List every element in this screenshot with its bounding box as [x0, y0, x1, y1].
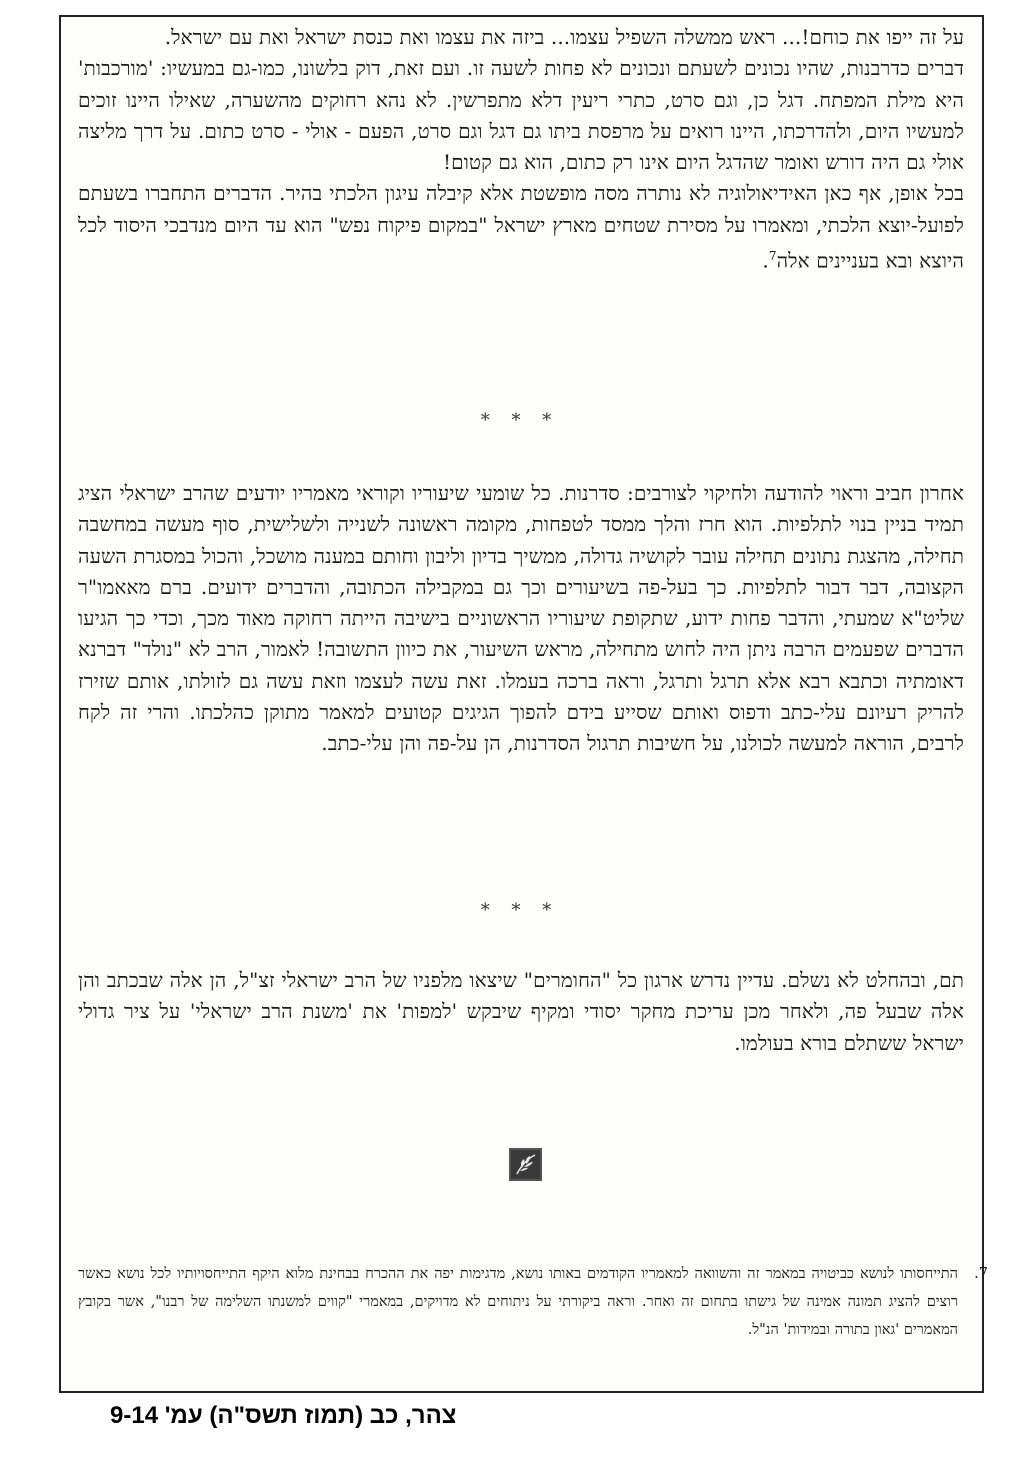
text-block-orderliness [78, 478, 964, 760]
footnote-reference[interactable]: 7 [768, 249, 777, 264]
paragraph-halacha [78, 178, 964, 277]
footnote [78, 1260, 988, 1344]
source-caption: צהר, כב (תמוז תשס"ה) עמ' 9-14 [110, 1402, 457, 1429]
leaf-ornament-graphic [511, 1150, 540, 1179]
footnote-text: התייחסותו לנושא כביטויה במאמר זה והשוואה למאמריו הקודמים באותו נושא, מדגימות יפה את ההכרח בבחינת מלוא היקף התייחסויותיו לכל נושא כאשר רוצים להציג תמונה אמינה של גישתו בתחום זה ואחר. וראה ביקורתי על ניתוחים לא מדויקים, במאמרי "קווים למשנתו השלימה של רבנו", אשר בקובץ המאמרים 'גאון בתורה ובמידות' הנ"ל. [78, 1266, 958, 1338]
footnote-marker: 7. [974, 1266, 988, 1282]
leaf-ornament-icon [509, 1148, 542, 1181]
section-separator: * * * [480, 900, 560, 921]
paragraph-flag: דברים כדרבנות, שהיו נכונים לשעתם ונכונים לא פחות לשעה זו. ועם זאת, דוק בלשונו, כמו-גם במעשיו: 'מורכבות' היא מילת המפתח. דגל כן, וגם סרט, כתרי ריעין דלא מתפרשין. לא נהא רחוקים מהשערה, שאילו היינו זוכים למעשיו היום, ולהדרכתו, היינו רואים על מרפסת ביתו גם דגל וגם סרט, הפעם - אולי - סרט כתום. על דרך מליצה אולי גם היה דורש ואומר שהדגל היום אינו רק כתום, הוא גם קטום! [78, 56, 964, 175]
paragraph-halacha-text: בכל אופן, אף כאן האידיאולוגיה לא נותרה מסה מופשטת אלא קיבלה עיגון הלכתי בהיר. הדברים התחברו בשעתם לפועל-יוצא הלכתי, ומאמרו על מסירת שטחים מארץ ישראל "במקום פיקוח נפש" הוא עד היום מנדבכי היסוד לכל היוצא ובא בעניינים אלה [78, 181, 964, 273]
paragraph-closing: תם, ובהחלט לא נשלם. עדיין נדרש ארגון כל "החומרים" שיצאו מלפניו של הרב ישראלי זצ"ל, הן אלה שבכתב והן אלה שבעל פה, ולאחר מכן עריכת מחקר יסודי ומקיף שיבקש 'למפות' את 'משנת הרב ישראלי' על ציר גדולי ישראל ששתלם בורא בעולמו. [78, 968, 964, 1055]
paragraph-orderliness: אחרון חביב וראוי להודעה ולחיקוי לצורבים: סדרנות. כל שומעי שיעוריו וקוראי מאמריו יודעים שהרב ישראלי הציג תמיד בניין בנוי לתלפיות. הוא חרז והלך ממסד לטפחות, מקומה ראשונה לשנייה ולשלישית, סוף מעשה במחשבה תחילה, מהצגת נתונים תחילה עובר לקושיה גדולה, ממשיך בדיון וליבון וחותם במענה מושכל, והכול במסגרת השעה הקצובה, דבר דבור לתלפיות. כך בעל-פה בשיעורים וכך גם במקבילה הכתובה, והדברים ידועים. ברם מאאמו"ר שליט"א שמעתי, והדבר פחות ידוע, שתקופת שיעוריו הראשוניים בישיבה הייתה רחוקה מאוד מכך, וכדי כך הגיעו הדברים שפעמים הרבה ניתן היה לחוש מתחילה, מראש השיעור, את כיוון התשובה! לאמור, הרב לא "נולד" דברנא דאומתיה וכתבא רבא אלא תרגל ותרגל, וראה ברכה בעמלו. זאת עשה לעצמו וזאת עשה גם לזולתו, אותם שזירז להריק רעיונם עלי-כתב ודפוס ואותם שסייע בידם להפוך הגיגים קטועים למאמר מתוקן כהלכתו. והרי זה לקח לרבים, הוראה למעשה לכולנו, על חשיבות תרגול הסדרנות, הן על-פה והן עלי-כתב. [78, 481, 964, 756]
section-separator: * * * [480, 410, 560, 431]
text-block-opening [78, 22, 964, 277]
paragraph-quote: על זה ייפו את כוחם!... ראש ממשלה השפיל עצמו... ביזה את עצמו ואת כנסת ישראל ואת עם ישראל. [164, 25, 964, 49]
text-block-closing [78, 965, 964, 1059]
paragraph-halacha-period: . [762, 248, 769, 273]
